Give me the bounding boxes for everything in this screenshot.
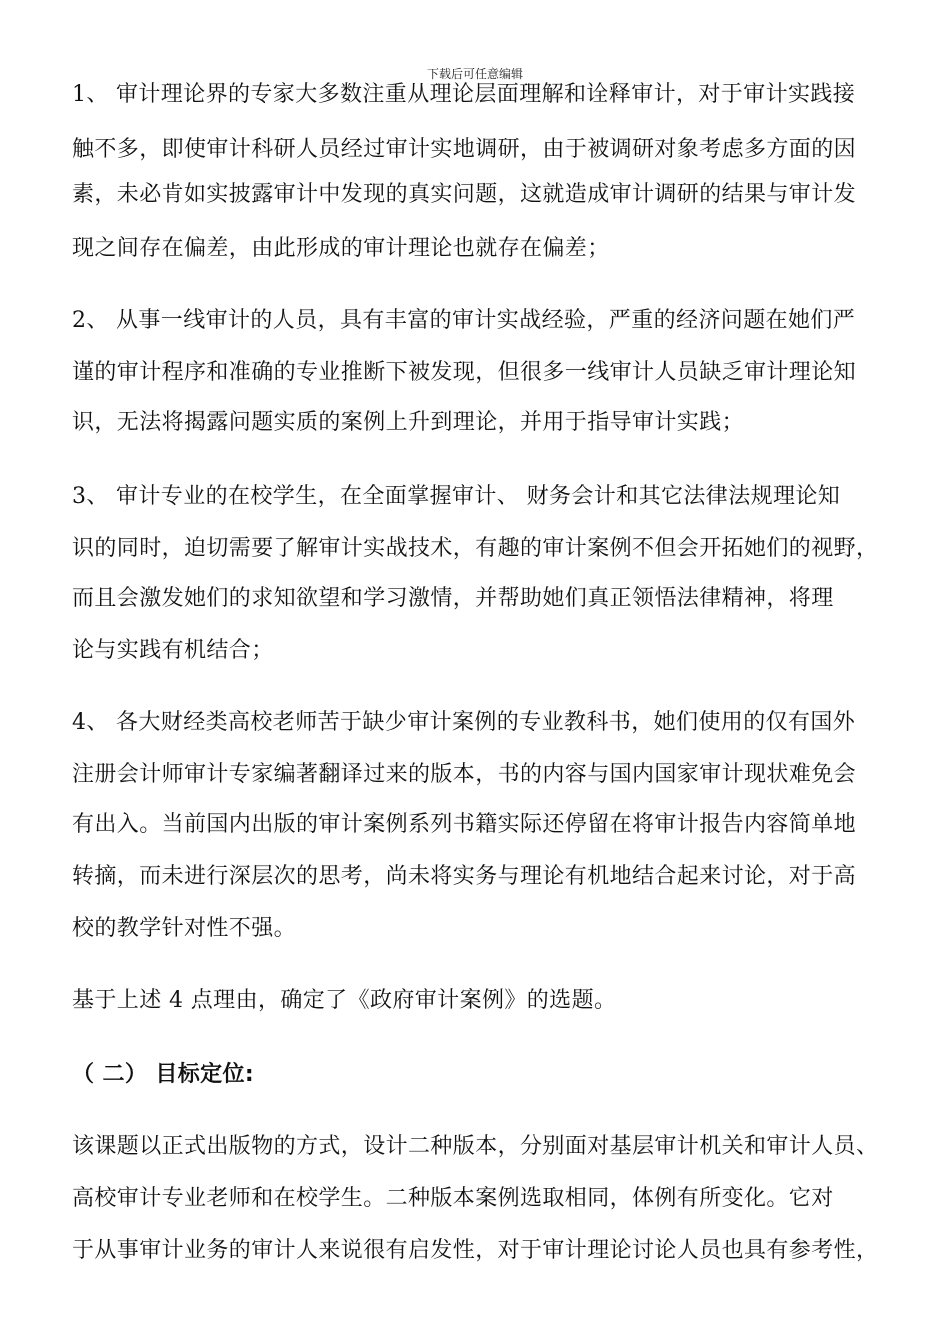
- item-number: 1、: [72, 82, 109, 107]
- section-heading: （ 二） 目标定位:: [72, 1062, 255, 1087]
- item-number: 4、: [72, 710, 109, 735]
- item-2-line-1: [72, 306, 855, 336]
- item-number: 3、: [72, 484, 109, 509]
- header-note: 下载后可任意编辑: [426, 67, 523, 81]
- item-number: 2、: [72, 308, 109, 333]
- item-text: 审计专业的在校学生，在全面掌握审计、 财务会计和其它法律法规理论知: [116, 484, 841, 509]
- item-3-line-3: 而且会激发她们的求知欲望和学习激情，并帮助她们真正领悟法律精神，将理: [72, 586, 834, 611]
- item-1-line-3: 素，未必肯如实披露审计中发现的真实问题，这就造成审计调研的结果与审计发: [72, 182, 857, 207]
- item-1-line-4: 现之间存在偏差，由此形成的审计理论也就存在偏差；: [72, 236, 610, 261]
- section-line-3: 于从事审计业务的审计人来说很有启发性，对于审计理论讨论人员也具有参考性，: [72, 1238, 879, 1263]
- item-text: 审计理论界的专家大多数注重从理论层面理解和诠释审计，对于审计实践接: [116, 82, 856, 107]
- item-1-line-2: 触不多，即使审计科研人员经过审计实地调研，由于被调研对象考虑多方面的因: [72, 137, 857, 162]
- item-text: 各大财经类高校老师苦于缺少审计案例的专业教科书，她们使用的仅有国外: [116, 710, 856, 735]
- item-text: 从事一线审计的人员，具有丰富的审计实战经验，严重的经济问题在她们严: [116, 308, 856, 333]
- item-4-line-5: 校的教学针对性不强。: [72, 916, 297, 941]
- item-4-line-2: 注册会计师审计专家编著翻译过来的版本，书的内容与国内国家审计现状难免会: [72, 762, 857, 787]
- section-line-1: 该课题以正式出版物的方式，设计二种版本，分别面对基层审计机关和审计人员、: [72, 1134, 879, 1159]
- item-4-line-1: [72, 708, 855, 738]
- item-4-line-3: 有出入。当前国内出版的审计案例系列书籍实际还停留在将审计报告内容简单地: [72, 812, 857, 837]
- section-line-2: 高校审计专业老师和在校学生。二种版本案例选取相同，体例有所变化。它对: [72, 1186, 834, 1211]
- item-2-line-3: 识，无法将揭露问题实质的案例上升到理论，并用于指导审计实践；: [72, 410, 745, 435]
- item-4-line-4: 转摘，而未进行深层次的思考，尚未将实务与理论有机地结合起来讨论，对于高: [72, 864, 857, 889]
- item-3-line-1: [72, 482, 840, 512]
- item-3-line-2: 识的同时，迫切需要了解审计实战技术，有趣的审计案例不但会开拓她们的视野，: [72, 536, 879, 561]
- item-3-line-4: 论与实践有机结合；: [72, 638, 274, 663]
- conclusion-text: 基于上述 4 点理由，确定了《政府审计案例》的选题。: [72, 988, 617, 1013]
- item-2-line-2: 谨的审计程序和准确的专业推断下被发现，但很多一线审计人员缺乏审计理论知: [72, 360, 857, 385]
- item-1-line-1: [72, 80, 855, 110]
